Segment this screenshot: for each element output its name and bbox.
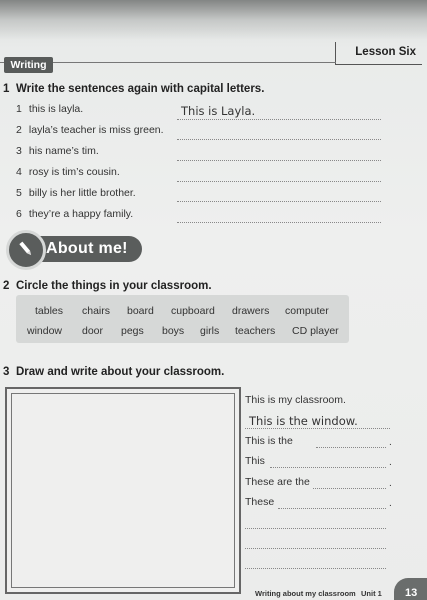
ex3-answer-line[interactable] <box>245 567 386 569</box>
exercise-1-heading <box>3 83 264 95</box>
word-item[interactable]: computer <box>285 305 329 317</box>
item-text: they’re a happy family. <box>28 208 134 220</box>
ex3-line-3: This is the <box>245 435 293 447</box>
pencil-icon <box>17 240 35 258</box>
ex3-answer-line[interactable] <box>278 507 386 509</box>
lesson-label-box <box>335 42 422 65</box>
item-text: layla’s teacher is miss green. <box>28 124 164 136</box>
word-item[interactable]: drawers <box>232 305 270 317</box>
ex3-answer-line[interactable] <box>245 427 390 429</box>
exercise-2-heading <box>3 280 212 292</box>
ex1-item-4 <box>16 166 120 178</box>
ex1-item-5 <box>16 187 136 199</box>
word-item[interactable]: girls <box>200 325 220 337</box>
item-number: 5 <box>16 187 22 199</box>
word-item[interactable]: pegs <box>121 325 144 337</box>
exercise-3-instruction: Draw and write about your classroom. <box>16 366 225 378</box>
item-number: 1 <box>16 103 22 115</box>
ex3-line-5: These are the <box>245 476 310 488</box>
exercise-1-number: 1 <box>3 83 10 95</box>
ex1-answer-line-6[interactable] <box>177 221 381 223</box>
word-item[interactable]: board <box>127 305 154 317</box>
exercise-3-number: 3 <box>3 366 10 378</box>
ex3-answer-line[interactable] <box>313 487 386 489</box>
item-number: 6 <box>16 208 22 220</box>
ex1-answer-line-4[interactable] <box>177 180 381 182</box>
ex3-line-6: These <box>245 496 275 508</box>
ex3-line-1: This is my classroom. <box>245 394 346 406</box>
ex1-item-6 <box>16 208 133 220</box>
exercise-2-number: 2 <box>3 280 10 292</box>
about-me-title: About me! <box>46 240 128 257</box>
ex3-line-4: This <box>245 455 265 467</box>
about-me-banner <box>6 230 144 268</box>
drawing-box-inner-frame <box>11 393 235 588</box>
exercise-1-instruction: Write the sentences again with capital letters. <box>16 83 265 95</box>
section-tab: Writing <box>4 57 53 73</box>
word-item[interactable]: door <box>82 325 104 337</box>
drawing-box[interactable] <box>5 387 241 594</box>
ex1-answer-line-5[interactable] <box>177 200 381 202</box>
ex1-item-2 <box>16 124 164 136</box>
item-number: 2 <box>16 124 22 136</box>
ex1-answer-line-3[interactable] <box>177 159 381 161</box>
word-item[interactable]: teachers <box>235 325 276 337</box>
lesson-label: Lesson Six <box>355 46 416 58</box>
ex3-answer-handwritten[interactable]: This is the window. <box>249 414 358 428</box>
banner-icon-circle <box>6 230 46 270</box>
full-stop: . <box>389 498 392 509</box>
ex1-answer-line-2[interactable] <box>177 138 381 140</box>
ex1-answer-line-1[interactable] <box>177 118 381 120</box>
top-shadow <box>0 0 427 40</box>
ex3-answer-line[interactable] <box>316 446 386 448</box>
item-number: 3 <box>16 145 22 157</box>
full-stop: . <box>389 457 392 468</box>
ex3-answer-line[interactable] <box>270 466 386 468</box>
page-number: 13 <box>405 587 418 599</box>
full-stop: . <box>389 478 392 489</box>
page-number-tab <box>394 578 427 600</box>
word-item[interactable]: CD player <box>292 325 339 337</box>
full-stop: . <box>389 437 392 448</box>
footer-unit: Unit 1 <box>361 589 382 598</box>
ex1-item-1 <box>16 103 83 115</box>
word-item[interactable]: window <box>27 325 63 337</box>
word-item[interactable]: boys <box>162 325 185 337</box>
word-box <box>16 295 349 343</box>
item-text: this is layla. <box>28 103 84 115</box>
item-text: rosy is tim’s cousin. <box>28 166 120 178</box>
footer-title: Writing about my classroom <box>255 589 356 598</box>
word-item[interactable]: tables <box>35 305 64 317</box>
item-number: 4 <box>16 166 22 178</box>
ex1-answer-1[interactable]: This is Layla. <box>181 104 256 118</box>
word-item[interactable]: chairs <box>82 305 111 317</box>
item-text: billy is her little brother. <box>28 187 136 199</box>
ex3-answer-line[interactable] <box>245 547 386 549</box>
ex1-item-3 <box>16 145 99 157</box>
exercise-2-instruction: Circle the things in your classroom. <box>16 280 212 292</box>
item-text: his name’s tim. <box>28 145 99 157</box>
ex3-answer-line[interactable] <box>245 527 386 529</box>
exercise-3-heading <box>3 366 224 378</box>
word-item[interactable]: cupboard <box>171 305 215 317</box>
